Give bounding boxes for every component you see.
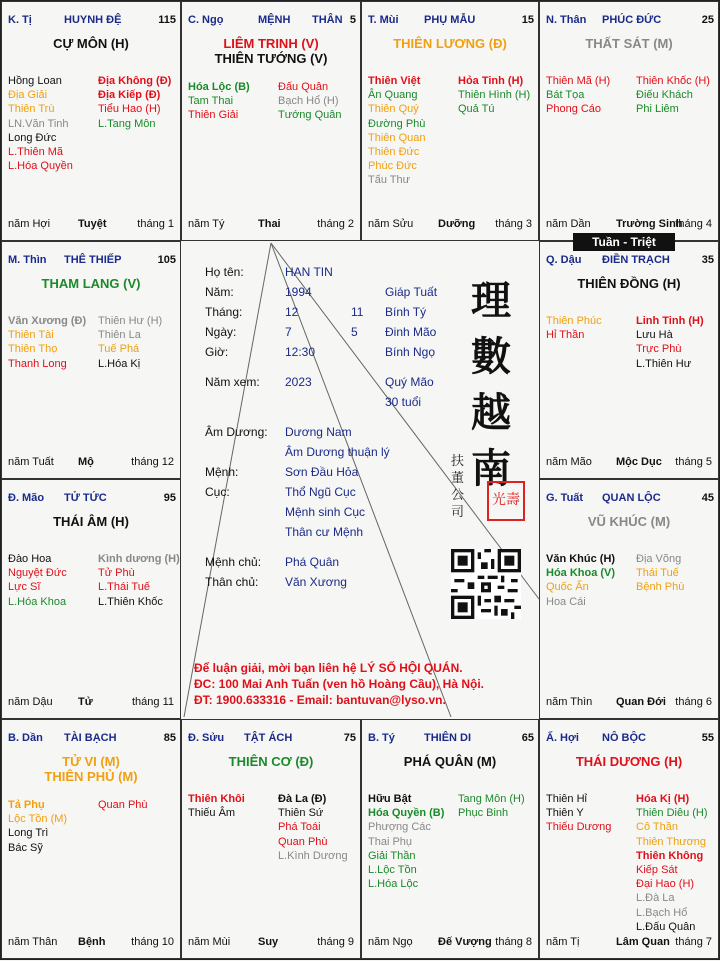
star: Thiên Tài <box>8 329 54 342</box>
value-menh: Sơn Đầu Hỏa <box>285 465 359 479</box>
main-star: THÁI ÂM (H) <box>53 514 129 529</box>
value-ho-ten: HAN TIN <box>285 265 333 279</box>
tuan-triet-badge: Tuần - Triệt <box>573 233 675 251</box>
star: Thiên Sứ <box>278 807 324 820</box>
main-star: THÁI DƯƠNG (H) <box>575 754 683 769</box>
palace-branch: Đ. Mão <box>8 492 45 504</box>
star: Thiên Quan <box>368 131 426 144</box>
star: Phượng Các <box>368 821 431 834</box>
star: Địa Kiếp (Đ) <box>98 89 161 102</box>
value-tuoi: 30 tuổi <box>385 395 422 409</box>
star: Hóa Kị (H) <box>636 793 690 805</box>
main-star: THAM LANG (V) <box>41 276 141 291</box>
star: Tuế Phá <box>98 343 140 356</box>
label-than-chu: Thân chủ: <box>205 575 259 589</box>
palace-name: PHÚC ĐỨC <box>602 14 662 26</box>
palace-branch: M. Thìn <box>8 254 47 266</box>
star: Thiên Hỉ <box>546 793 587 805</box>
star: Tấu Thư <box>368 174 411 187</box>
star: Đà La (Đ) <box>278 793 327 805</box>
star: Trực Phù <box>636 343 682 356</box>
star: Tiểu Hao (H) <box>98 103 161 116</box>
palace-number: 105 <box>157 254 176 266</box>
label-thang: Tháng: <box>205 305 243 319</box>
value-ngay: 7 <box>285 325 292 339</box>
palace-branch: C. Ngọ <box>188 14 224 26</box>
palace-branch: B. Dần <box>8 732 43 744</box>
aspect-lines <box>1 1 720 961</box>
palace-stage: Đế Vượng <box>438 936 492 948</box>
star: Văn Khúc (H) <box>546 553 616 565</box>
palace-branch: Q. Dậu <box>546 254 582 266</box>
palace-name: TẬT ÁCH <box>244 732 293 744</box>
palace-month: tháng 7 <box>675 936 712 948</box>
palace-number: 25 <box>701 14 714 26</box>
star: L.Thiên Khốc <box>98 595 163 608</box>
label-ngay: Ngày: <box>205 325 237 339</box>
star: Thiên Đức <box>368 146 420 159</box>
star: L.Thiên Hư <box>636 357 692 370</box>
palace-month: tháng 1 <box>137 218 174 230</box>
main-star: LIÊM TRINH (V) <box>223 36 319 51</box>
main-star: THIÊN TƯỚNG (V) <box>214 51 328 66</box>
star: Thiên Mã (H) <box>546 75 611 87</box>
palace-branch: K. Tị <box>8 14 32 26</box>
value-am-duong: Dương Nam <box>285 425 352 439</box>
palace-branch: B. Tý <box>368 732 395 744</box>
star: Quan Phù <box>278 835 328 848</box>
star: Tam Thai <box>188 95 234 108</box>
value-than-chu: Văn Xương <box>285 575 347 589</box>
star: Thiên Phúc <box>546 315 602 327</box>
palace-month: tháng 6 <box>675 696 712 708</box>
palace-year: năm Thân <box>8 936 58 948</box>
star: Thai Phụ <box>368 835 413 848</box>
label-nam-xem: Năm xem: <box>205 375 260 389</box>
palace-name: PHỤ MẪU <box>424 14 476 26</box>
star: Bệnh Phù <box>636 581 685 594</box>
star: L.Hóa Lộc <box>368 878 419 891</box>
label-gio: Giờ: <box>205 345 229 359</box>
contact-ad <box>194 660 534 708</box>
palace-month: tháng 12 <box>131 456 174 468</box>
palace-name: THIÊN DI <box>424 732 472 744</box>
palace-month: tháng 3 <box>495 218 532 230</box>
palace-number: 95 <box>163 492 176 504</box>
star: L.Tang Môn <box>98 117 156 130</box>
palace-year: năm Tị <box>546 936 580 948</box>
value-cuc-3: Thân cư Mệnh <box>285 525 364 539</box>
value-nam-can: Giáp Tuất <box>385 285 438 299</box>
star: Thiên Diêu (H) <box>636 807 708 820</box>
star: LN.Văn Tinh <box>8 117 69 130</box>
star: L.Đà La <box>636 892 675 905</box>
palace-stage: Suy <box>258 936 279 948</box>
star: Tả Phụ <box>8 799 45 811</box>
star: Quan Phù <box>98 799 148 811</box>
star: Đào Hoa <box>8 553 52 565</box>
star: Điếu Khách <box>636 89 693 102</box>
palace-stage: Tuyệt <box>78 218 107 230</box>
label-ho-ten: Họ tên: <box>205 265 244 279</box>
palace-than-marker: THÂN <box>312 14 343 26</box>
palace-year: năm Hợi <box>8 218 51 230</box>
star: Địa Võng <box>636 553 682 565</box>
value-gio-can: Bính Ngọ <box>385 345 436 359</box>
main-star: THIÊN PHỦ (M) <box>44 769 138 784</box>
palace-year: năm Tuất <box>8 456 54 468</box>
star: Hỏa Tinh (H) <box>458 75 524 87</box>
palace-name: ĐIỀN TRẠCH <box>602 254 670 266</box>
palace-year: năm Dậu <box>8 696 53 708</box>
star: Long Đức <box>8 131 57 144</box>
palace-month: tháng 10 <box>131 936 174 948</box>
star: Tướng Quân <box>278 109 342 122</box>
palace-stage: Mộ <box>78 456 94 468</box>
palace-month: tháng 8 <box>495 936 532 948</box>
star: Phong Cáo <box>546 103 602 116</box>
star: Thanh Long <box>8 357 67 370</box>
palace-branch: Ấ. Hợi <box>546 732 579 744</box>
main-star: CỰ MÔN (H) <box>53 36 129 51</box>
star: Ân Quang <box>368 89 418 102</box>
value-thang-am: 11 <box>351 305 364 319</box>
star: Linh Tinh (H) <box>636 315 704 327</box>
star: Đại Hao (H) <box>636 878 695 891</box>
star: Hồng Loan <box>8 75 62 87</box>
star: L.Lộc Tồn <box>368 864 417 877</box>
star: L.Thái Tuế <box>98 581 150 594</box>
value-am-duong-2: Âm Dương thuận lý <box>285 445 390 459</box>
star: Tử Phù <box>98 567 135 580</box>
palace-year: năm Sửu <box>368 218 414 230</box>
palace-number: 15 <box>521 14 534 26</box>
palace-number: 45 <box>701 492 714 504</box>
star: Thiên Y <box>546 807 584 820</box>
value-ngay-can: Đinh Mão <box>385 325 437 339</box>
star: Lực Sĩ <box>8 581 41 594</box>
star: Thiên Thương <box>636 835 707 848</box>
star: Hóa Lộc (B) <box>188 81 250 93</box>
palace-month: tháng 2 <box>317 218 354 230</box>
main-star: THIÊN LƯƠNG (Đ) <box>393 36 507 51</box>
label-menh: Mệnh: <box>205 465 239 479</box>
palace-name: NÔ BỘC <box>602 732 646 744</box>
palace-month: tháng 9 <box>317 936 354 948</box>
palace-name: HUYNH ĐỆ <box>64 14 122 26</box>
star: Quả Tú <box>458 103 495 116</box>
value-nam-xem-can: Quý Mão <box>385 375 434 389</box>
qr-code[interactable] <box>451 549 521 619</box>
palace-year: năm Dần <box>546 218 591 230</box>
palace-name: MỆNH <box>258 14 291 26</box>
palace-year: năm Thìn <box>546 696 593 708</box>
star: Văn Xương (Đ) <box>8 315 87 327</box>
palace-number: 35 <box>701 254 714 266</box>
label-nam: Năm: <box>205 285 234 299</box>
main-star: THIÊN CƠ (Đ) <box>228 754 314 769</box>
palace-name: TỬ TỨC <box>64 492 107 504</box>
palace-stage: Bệnh <box>78 936 106 948</box>
star: Cô Thần <box>636 821 678 834</box>
palace-year: năm Tý <box>188 218 225 230</box>
star: L.Hóa Khoa <box>8 595 67 608</box>
palace-month: tháng 4 <box>675 218 712 230</box>
palace-branch: N. Thân <box>546 14 587 26</box>
star: Tang Môn (H) <box>458 793 525 805</box>
palace-number: 115 <box>158 14 176 26</box>
palace-stage: Dưỡng <box>438 218 476 230</box>
star: Lộc Tồn (M) <box>8 813 68 826</box>
star: Lưu Hà <box>636 329 673 342</box>
value-cuc: Thổ Ngũ Cục <box>285 485 356 499</box>
palace-number: 85 <box>163 732 176 744</box>
value-thang-can: Bính Tý <box>385 305 427 319</box>
label-cuc: Cục: <box>205 485 230 499</box>
star: Bác Sỹ <box>8 841 43 854</box>
palace-number: 5 <box>349 14 356 26</box>
palace-year: năm Mão <box>546 456 592 468</box>
main-star: VŨ KHÚC (M) <box>587 514 671 529</box>
palace-month: tháng 11 <box>131 696 174 708</box>
palace-stage: Quan Đới <box>616 696 666 708</box>
value-thang: 12 <box>285 305 299 319</box>
calligraphy-logo: 理數越南 <box>471 277 511 492</box>
star: Phá Toái <box>278 821 321 834</box>
value-nam-xem: 2023 <box>285 375 312 389</box>
star: L.Thiên Mã <box>8 146 64 159</box>
star: L.Hóa Quyền <box>8 160 73 173</box>
star: Thiên Thọ <box>8 343 58 356</box>
calligraphy-side-text: 扶董公司 <box>451 454 465 520</box>
star: Thiên Không <box>636 849 704 862</box>
star: Hóa Quyền (B) <box>368 807 445 820</box>
palace-branch: T. Mùi <box>368 14 399 26</box>
star: Hoa Cái <box>546 595 586 608</box>
star: Kình dương (H) <box>98 553 180 565</box>
star: Thiên Quý <box>368 103 419 116</box>
star: Thiên La <box>98 329 141 342</box>
star: Thiên Trù <box>8 103 55 116</box>
star: L.Hóa Kị <box>98 357 141 370</box>
star: Địa Giải <box>8 89 48 102</box>
star: L.Bạch Hổ <box>636 906 688 919</box>
label-am-duong: Âm Dương: <box>205 425 268 439</box>
value-cuc-2: Mệnh sinh Cục <box>285 505 366 519</box>
palace-year: năm Ngọ <box>368 936 413 948</box>
main-star: PHÁ QUÂN (M) <box>403 754 497 769</box>
star: Hóa Khoa (V) <box>546 567 616 580</box>
star: Giải Thần <box>368 849 416 862</box>
label-menh-chu: Mệnh chủ: <box>205 555 262 569</box>
value-nam: 1994 <box>285 285 312 299</box>
value-gio: 12:30 <box>285 345 316 359</box>
palace-name: QUAN LỘC <box>602 492 661 504</box>
ad-line-2: ĐC: 100 Mai Anh Tuấn (ven hồ Hoàng Cầu), Hà Nội. <box>194 677 485 691</box>
palace-stage: Tử <box>78 696 93 708</box>
star: Địa Không (Đ) <box>98 75 172 87</box>
star: Bát Tọa <box>546 89 585 102</box>
palace-name: TÀI BẠCH <box>64 732 117 744</box>
star: Nguyệt Đức <box>8 567 67 580</box>
star: Thiên Khôi <box>188 793 245 805</box>
star: Đường Phù <box>368 117 426 130</box>
ad-line-1: Để luận giải, mời bạn liên hệ LÝ SỐ HỘI QUÁN. <box>194 661 463 675</box>
palace-number: 75 <box>343 732 356 744</box>
star: Thiên Việt <box>368 75 421 87</box>
star: Long Trì <box>8 827 49 840</box>
star: Hữu Bật <box>368 793 412 805</box>
value-menh-chu: Phá Quân <box>285 555 340 569</box>
star: Thiếu Dương <box>546 821 612 834</box>
palace-stage: Thai <box>258 218 281 230</box>
palace-branch: Đ. Sửu <box>188 732 225 744</box>
palace-name: THÊ THIẾP <box>64 254 122 266</box>
star: Thiên Hình (H) <box>458 89 531 102</box>
palace-number: 65 <box>521 732 534 744</box>
main-star: THIÊN ĐỒNG (H) <box>577 276 681 291</box>
value-ngay-am: 5 <box>351 325 358 339</box>
star: Thiên Giải <box>188 109 239 122</box>
star: Thiên Khốc (H) <box>636 75 710 87</box>
star: L.Đấu Quân <box>636 920 696 933</box>
palace-stage: Trường Sinh <box>616 218 683 230</box>
star: Thiếu Âm <box>188 807 236 820</box>
ad-line-3[interactable]: ĐT: 1900.633316 - Email: bantuvan@lyso.vn. <box>194 693 446 707</box>
star: L.Kình Dương <box>278 849 348 862</box>
palace-year: năm Mùi <box>188 936 231 948</box>
star: Thái Tuế <box>636 567 679 580</box>
star: Quốc Ấn <box>546 581 589 594</box>
star: Bạch Hổ (H) <box>278 95 339 108</box>
star: Phi Liêm <box>636 103 679 116</box>
star: Phục Binh <box>458 807 509 820</box>
palace-branch: G. Tuất <box>546 492 584 504</box>
red-seal: 光壽 <box>487 481 525 521</box>
main-star: THẤT SÁT (M) <box>585 36 673 51</box>
star: Đấu Quân <box>278 81 329 93</box>
palace-stage: Lâm Quan <box>616 936 670 948</box>
star: Thiên Hư (H) <box>98 315 163 327</box>
main-star: TỬ VI (M) <box>62 754 120 769</box>
star: Kiếp Sát <box>636 864 678 877</box>
palace-number: 55 <box>701 732 714 744</box>
palace-month: tháng 5 <box>675 456 712 468</box>
palace-stage: Mộc Dục <box>616 456 662 468</box>
star: Phúc Đức <box>368 160 417 173</box>
star: Hỉ Thần <box>546 329 585 342</box>
